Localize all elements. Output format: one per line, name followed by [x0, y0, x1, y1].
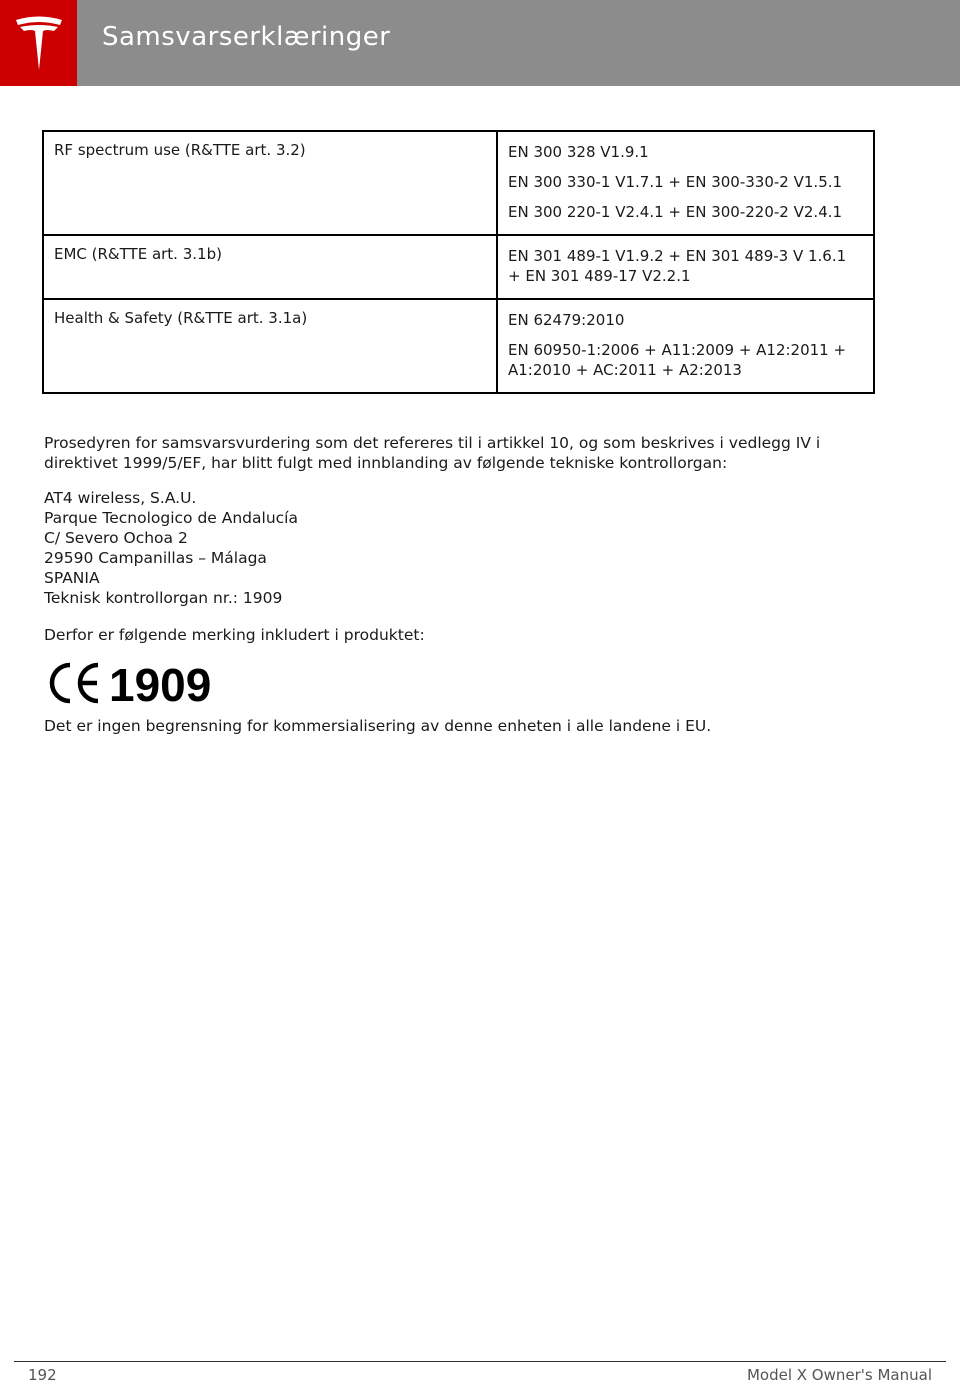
marking-intro: Derfor er følgende merking inkludert i produktet:	[44, 626, 425, 644]
address-line: C/ Severo Ochoa 2	[44, 529, 188, 547]
notified-body-address	[44, 488, 874, 608]
table-cell-label: RF spectrum use (R&TTE art. 3.2)	[43, 131, 497, 235]
table-cell-label: EMC (R&TTE art. 3.1b)	[43, 235, 497, 299]
tesla-logo-icon	[14, 14, 64, 72]
address-line: AT4 wireless, S.A.U.	[44, 489, 197, 507]
table-row	[43, 235, 874, 299]
procedure-paragraph: Prosedyren for samsvarsvurdering som det refereres til i artikkel 10, og som beskrives i vedlegg IV i direktivet 1999/5/EF, har blitt fulgt med innblanding av følgende tekniske kontrollorgan:	[44, 434, 821, 472]
table-row	[43, 299, 874, 393]
compliance-table	[42, 130, 875, 394]
page-title: Samsvarserklæringer	[102, 22, 391, 52]
table-cell-values	[497, 131, 874, 235]
standard-text: EN 301 489-1 V1.9.2 + EN 301 489-3 V 1.6.1 + EN 301 489-17 V2.2.1	[508, 247, 847, 285]
table-cell-values	[497, 235, 874, 299]
address-line: SPANIA	[44, 569, 100, 587]
address-line: Parque Tecnologico de Andalucía	[44, 509, 298, 527]
ce-number: 1909	[109, 660, 212, 706]
standard-text: EN 300 328 V1.9.1	[508, 143, 649, 161]
tesla-logo	[0, 0, 77, 86]
page-header	[0, 0, 960, 86]
standard-text: EN 60950-1:2006 + A11:2009 + A12:2011 + A1:2010 + AC:2011 + A2:2013	[508, 341, 847, 379]
table-cell-values	[497, 299, 874, 393]
footer-divider	[14, 1361, 946, 1362]
table-cell-label: Health & Safety (R&TTE art. 3.1a)	[43, 299, 497, 393]
page-number: 192	[28, 1366, 57, 1384]
address-line: Teknisk kontrollorgan nr.: 1909	[44, 589, 283, 607]
ce-mark	[46, 660, 221, 706]
standard-text: EN 300 330-1 V1.7.1 + EN 300-330-2 V1.5.1	[508, 173, 843, 191]
standard-text: EN 62479:2010	[508, 311, 625, 329]
address-line: 29590 Campanillas – Málaga	[44, 549, 267, 567]
table-row	[43, 131, 874, 235]
standard-text: EN 300 220-1 V2.4.1 + EN 300-220-2 V2.4.1	[508, 203, 843, 221]
manual-title: Model X Owner's Manual	[746, 1366, 932, 1384]
restriction-paragraph: Det er ingen begrensning for kommersialisering av denne enheten i alle landene i EU.	[44, 717, 712, 735]
